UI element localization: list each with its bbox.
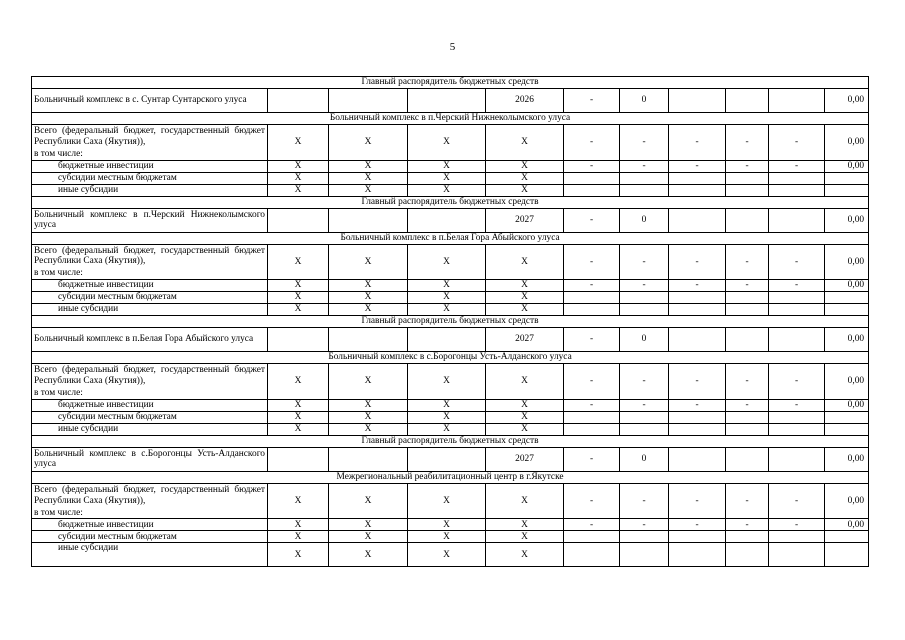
x-cell: X [329, 244, 408, 280]
budget-table [31, 76, 869, 567]
x-cell: X [486, 411, 564, 423]
dash-cell: - [669, 160, 726, 172]
investment-row [32, 399, 869, 411]
subsidy-local-row [32, 292, 869, 304]
x-cell: X [329, 399, 408, 411]
x-cell: X [268, 423, 329, 435]
object-year: 2027 [486, 447, 564, 471]
object-total: 0,00 [825, 208, 869, 232]
object-name: Больничный комплекс в с.Борогонцы Усть-Алданского улуса [32, 447, 268, 471]
section-header: Главный распорядитель бюджетных средств [32, 77, 869, 89]
x-cell: X [268, 364, 329, 400]
x-cell: X [408, 125, 486, 161]
including-label: в том числе: [32, 149, 268, 161]
dash-cell: - [726, 483, 769, 519]
x-cell: X [268, 160, 329, 172]
total-value: 0,00 [825, 399, 869, 411]
object-c6: - [564, 208, 620, 232]
row-label: иные субсидии [32, 423, 268, 435]
x-cell: X [329, 483, 408, 519]
x-cell: X [268, 244, 329, 280]
x-cell: X [329, 543, 408, 567]
object-total: 0,00 [825, 447, 869, 471]
dash-cell: - [669, 483, 726, 519]
row-label: субсидии местным бюджетам [32, 531, 268, 543]
x-cell: X [329, 364, 408, 400]
object-c6: - [564, 89, 620, 113]
dash-cell: - [564, 244, 620, 280]
including-label: в том числе: [32, 268, 268, 280]
x-cell: X [329, 292, 408, 304]
object-name: Больничный комплекс в п.Черский Нижнеколымского улуса [32, 208, 268, 232]
dash-cell: - [620, 364, 669, 400]
total-label: Всего (федеральный бюджет, государственный бюджет Республики Саха (Якутия)), [32, 244, 268, 268]
dash-cell: - [620, 125, 669, 161]
dash-cell: - [726, 519, 769, 531]
x-cell: X [268, 184, 329, 196]
object-total: 0,00 [825, 328, 869, 352]
section-header: Главный распорядитель бюджетных средств [32, 435, 869, 447]
total-value: 0,00 [825, 364, 869, 400]
dash-cell: - [769, 125, 825, 161]
dash-cell: - [564, 125, 620, 161]
total-value: 0,00 [825, 125, 869, 161]
x-cell: X [268, 172, 329, 184]
dash-cell: - [620, 519, 669, 531]
dash-cell: - [726, 244, 769, 280]
x-cell: X [408, 292, 486, 304]
row-label: бюджетные инвестиции [32, 519, 268, 531]
section-header-row [32, 113, 869, 125]
object-total: 0,00 [825, 89, 869, 113]
total-row [32, 483, 869, 507]
object-c7: 0 [620, 328, 669, 352]
x-cell: X [268, 125, 329, 161]
dash-cell: - [564, 280, 620, 292]
x-cell: X [408, 543, 486, 567]
x-cell: X [329, 423, 408, 435]
x-cell: X [408, 423, 486, 435]
investment-row [32, 280, 869, 292]
total-value: 0,00 [825, 160, 869, 172]
x-cell: X [268, 399, 329, 411]
x-cell: X [268, 543, 329, 567]
section-header: Больничный комплекс в п.Белая Гора Абыйского улуса [32, 232, 869, 244]
x-cell: X [268, 531, 329, 543]
section-header: Межрегиональный реабилитационный центр в г.Якутске [32, 471, 869, 483]
row-label: субсидии местным бюджетам [32, 172, 268, 184]
x-cell: X [486, 543, 564, 567]
x-cell: X [268, 304, 329, 316]
total-label: Всего (федеральный бюджет, государственный бюджет Республики Саха (Якутия)), [32, 483, 268, 507]
row-label: иные субсидии [32, 304, 268, 316]
section-header: Больничный комплекс в п.Черский Нижнеколымского улуса [32, 113, 869, 125]
dash-cell: - [669, 519, 726, 531]
x-cell: X [329, 304, 408, 316]
object-year: 2027 [486, 328, 564, 352]
subsidy-local-row [32, 411, 869, 423]
x-cell: X [486, 160, 564, 172]
other-subsidy-row [32, 423, 869, 435]
dash-cell: - [564, 160, 620, 172]
row-label: субсидии местным бюджетам [32, 411, 268, 423]
object-c6: - [564, 328, 620, 352]
investment-row [32, 160, 869, 172]
x-cell: X [408, 519, 486, 531]
section-header-row [32, 77, 869, 89]
dash-cell: - [669, 244, 726, 280]
x-cell: X [329, 172, 408, 184]
dash-cell: - [726, 364, 769, 400]
dash-cell: - [769, 244, 825, 280]
dash-cell: - [769, 364, 825, 400]
section-header-row [32, 352, 869, 364]
total-value: 0,00 [825, 244, 869, 280]
total-value: 0,00 [825, 280, 869, 292]
x-cell: X [408, 531, 486, 543]
dash-cell: - [669, 125, 726, 161]
object-row [32, 89, 869, 113]
dash-cell: - [669, 280, 726, 292]
dash-cell: - [769, 280, 825, 292]
x-cell: X [329, 411, 408, 423]
section-header: Больничный комплекс в с.Борогонцы Усть-Алданского улуса [32, 352, 869, 364]
dash-cell: - [769, 519, 825, 531]
dash-cell: - [564, 399, 620, 411]
other-subsidy-row [32, 543, 869, 567]
x-cell: X [329, 184, 408, 196]
x-cell: X [268, 519, 329, 531]
including-label: в том числе: [32, 388, 268, 400]
row-label: бюджетные инвестиции [32, 399, 268, 411]
dash-cell: - [726, 280, 769, 292]
x-cell: X [486, 172, 564, 184]
dash-cell: - [620, 280, 669, 292]
x-cell: X [268, 280, 329, 292]
dash-cell: - [669, 399, 726, 411]
dash-cell: - [726, 160, 769, 172]
total-label: Всего (федеральный бюджет, государственный бюджет Республики Саха (Якутия)), [32, 125, 268, 149]
x-cell: X [486, 244, 564, 280]
dash-cell: - [769, 483, 825, 519]
x-cell: X [486, 399, 564, 411]
x-cell: X [408, 399, 486, 411]
section-header-row [32, 435, 869, 447]
dash-cell: - [620, 244, 669, 280]
section-header-row [32, 471, 869, 483]
row-label: субсидии местным бюджетам [32, 292, 268, 304]
x-cell: X [329, 531, 408, 543]
section-header-row [32, 232, 869, 244]
investment-row [32, 519, 869, 531]
object-c7: 0 [620, 89, 669, 113]
subsidy-local-row [32, 531, 869, 543]
x-cell: X [329, 160, 408, 172]
row-label: иные субсидии [32, 184, 268, 196]
x-cell: X [486, 184, 564, 196]
x-cell: X [408, 172, 486, 184]
x-cell: X [268, 292, 329, 304]
dash-cell: - [620, 160, 669, 172]
dash-cell: - [726, 399, 769, 411]
object-row [32, 447, 869, 471]
dash-cell: - [669, 364, 726, 400]
x-cell: X [268, 483, 329, 519]
section-header: Главный распорядитель бюджетных средств [32, 316, 869, 328]
x-cell: X [486, 292, 564, 304]
other-subsidy-row [32, 304, 869, 316]
x-cell: X [486, 531, 564, 543]
x-cell: X [408, 411, 486, 423]
x-cell: X [486, 125, 564, 161]
x-cell: X [486, 364, 564, 400]
x-cell: X [486, 423, 564, 435]
x-cell: X [408, 483, 486, 519]
object-c7: 0 [620, 447, 669, 471]
object-c6: - [564, 447, 620, 471]
x-cell: X [486, 519, 564, 531]
x-cell: X [408, 304, 486, 316]
x-cell: X [408, 160, 486, 172]
section-header-row [32, 316, 869, 328]
object-year: 2027 [486, 208, 564, 232]
including-label: в том числе: [32, 507, 268, 519]
total-row [32, 125, 869, 149]
dash-cell: - [620, 399, 669, 411]
dash-cell: - [769, 160, 825, 172]
total-row [32, 244, 869, 268]
object-row [32, 328, 869, 352]
x-cell: X [486, 280, 564, 292]
total-label: Всего (федеральный бюджет, государственный бюджет Республики Саха (Якутия)), [32, 364, 268, 388]
object-name: Больничный комплекс в п.Белая Гора Абыйского улуса [32, 328, 268, 352]
x-cell: X [408, 280, 486, 292]
dash-cell: - [620, 483, 669, 519]
x-cell: X [408, 244, 486, 280]
total-value: 0,00 [825, 483, 869, 519]
section-header-row [32, 196, 869, 208]
x-cell: X [268, 411, 329, 423]
x-cell: X [329, 125, 408, 161]
object-row [32, 208, 869, 232]
dash-cell: - [564, 519, 620, 531]
dash-cell: - [564, 364, 620, 400]
subsidy-local-row [32, 172, 869, 184]
x-cell: X [408, 184, 486, 196]
dash-cell: - [769, 399, 825, 411]
x-cell: X [408, 364, 486, 400]
dash-cell: - [564, 483, 620, 519]
total-row [32, 364, 869, 388]
x-cell: X [486, 304, 564, 316]
total-value: 0,00 [825, 519, 869, 531]
dash-cell: - [726, 125, 769, 161]
x-cell: X [486, 483, 564, 519]
x-cell: X [329, 280, 408, 292]
page-number: 5 [449, 41, 456, 53]
x-cell: X [329, 519, 408, 531]
object-year: 2026 [486, 89, 564, 113]
object-c7: 0 [620, 208, 669, 232]
row-label: бюджетные инвестиции [32, 160, 268, 172]
object-name: Больничный комплекс в с. Сунтар Сунтарского улуса [32, 89, 268, 113]
section-header: Главный распорядитель бюджетных средств [32, 196, 869, 208]
row-label: бюджетные инвестиции [32, 280, 268, 292]
row-label: иные субсидии [32, 543, 268, 567]
other-subsidy-row [32, 184, 869, 196]
